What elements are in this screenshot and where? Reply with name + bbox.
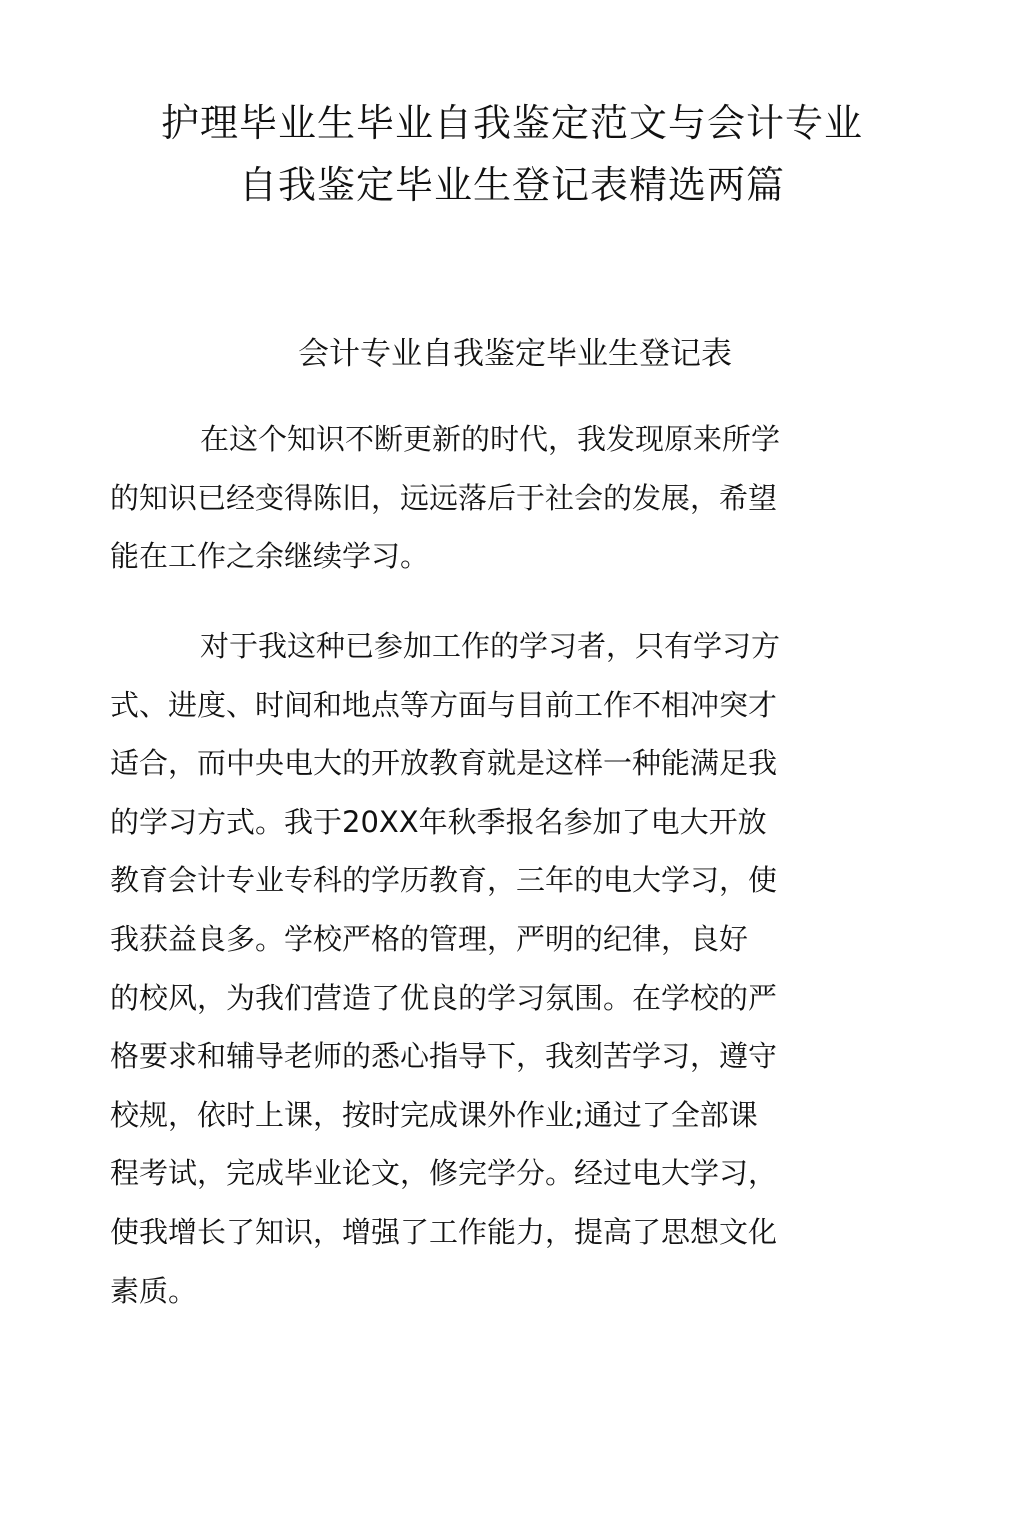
paragraph-line: 适合，而中央电大的开放教育就是这样一种能满足我 [110,746,778,781]
paragraph-line: 的知识已经变得陈旧，远远落后于社会的发展，希望 [110,480,778,515]
paragraph-line: 对于我这种已参加工作的学习者，只有学习方 [200,629,781,663]
paragraph-2 [110,617,870,1320]
title-line-1: 护理毕业生毕业自我鉴定范文与会计专业 [160,101,863,145]
paragraph-line: 的校风，为我们营造了优良的学习氛围。在学校的严 [110,980,778,1015]
paragraph-line: 教育会计专业专科的学历教育，三年的电大学习，使 [110,863,778,898]
paragraph-line: 程考试，完成毕业论文，修完学分。经过电大学习， [110,1156,778,1191]
paragraph-line: 校规，依时上课，按时完成课外作业;通过了全部课 [110,1097,758,1132]
paragraph-line: 我获益良多。学校严格的管理，严明的纪律，良好 [110,921,749,956]
section-heading: 会计专业自我鉴定毕业生登记表 [298,336,732,372]
title-line-2: 自我鉴定毕业生登记表精选两篇 [238,163,785,207]
paragraph-line: 在这个知识不断更新的时代，我发现原来所学 [200,422,781,456]
paragraph-line: 素质。 [110,1273,198,1308]
paragraph-line: 的学习方式。我于20XX年秋季报名参加了电大开放 [110,804,767,839]
paragraph-line: 使我增长了知识，增强了工作能力，提高了思想文化 [110,1214,778,1249]
document-title [100,92,924,216]
paragraph-1 [110,410,870,586]
paragraph-line: 格要求和辅导老师的悉心指导下，我刻苦学习，遵守 [110,1039,778,1074]
paragraph-line: 能在工作之余继续学习。 [110,539,430,574]
paragraph-line: 式、进度、时间和地点等方面与目前工作不相冲突才 [110,687,778,722]
